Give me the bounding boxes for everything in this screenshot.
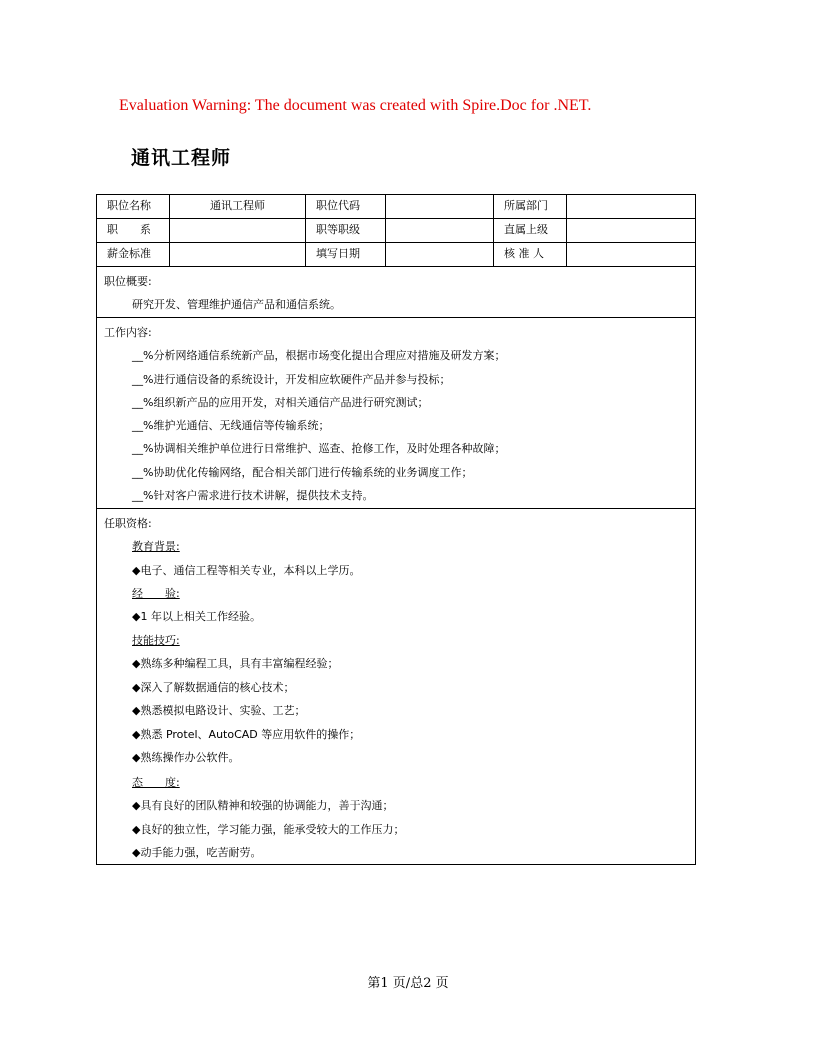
header-cell [386,195,494,218]
qualification-item: ◆深入了解数据通信的核心技术； [132,681,295,694]
qualification-item: ◆1 年以上相关工作经验。 [132,610,261,623]
qualification-item: ◆良好的独立性，学习能力强，能承受较大的工作压力； [132,823,405,836]
qualification-item: ◆具有良好的团队精神和较强的协调能力，善于沟通； [132,799,394,812]
summary-section [97,267,695,318]
qualification-item: ◆熟悉模拟电路设计、实验、工艺； [132,704,306,717]
qualification-item: ◆电子、通信工程等相关专业，本科以上学历。 [132,564,361,577]
header-cell: 职位名称 [97,195,170,218]
header-cell: 所属部门 [494,195,567,218]
header-cell: 通讯工程师 [170,195,306,218]
duties-section [97,318,695,509]
header-cell: 薪金标准 [97,243,170,266]
header-cell [170,243,306,266]
header-cell: 职等职级 [306,219,386,242]
document-title: 通讯工程师 [131,147,232,169]
header-cell: 填写日期 [306,243,386,266]
header-row [97,243,695,267]
qualification-item: ◆熟悉 Protel、AutoCAD 等应用软件的操作； [132,728,361,741]
header-row [97,219,695,243]
attitude-heading: 态 度: [132,776,180,789]
header-cell [386,243,494,266]
duty-item: __%协调相关维护单位进行日常维护、巡查、抢修工作，及时处理各种故障； [132,442,506,455]
header-cell: 直属上级 [494,219,567,242]
header-cell [567,195,695,218]
summary-label: 职位概要: [104,275,152,288]
header-cell [567,219,695,242]
header-cell: 核 准 人 [494,243,567,266]
header-cell: 职位代码 [306,195,386,218]
qualifications-section [97,509,695,864]
job-description-table [96,194,696,865]
header-cell [567,243,695,266]
header-cell [170,219,306,242]
qualifications-label: 任职资格: [104,517,152,530]
duty-item: __%维护光通信、无线通信等传输系统； [132,419,330,432]
page-footer: 第1 页/总2 页 [367,976,449,991]
header-row [97,195,695,219]
duty-item: __%进行通信设备的系统设计，开发相应软硬件产品并参与投标； [132,373,451,386]
qualification-item: ◆动手能力强，吃苦耐劳。 [132,846,262,859]
education-heading: 教育背景: [132,540,180,553]
qualification-item: ◆熟练操作办公软件。 [132,751,240,764]
evaluation-warning: Evaluation Warning: The document was created with Spire.Doc for .NET. [119,97,592,114]
experience-heading: 经 验: [132,587,180,600]
summary-text: 研究开发、管理维护通信产品和通信系统。 [132,298,341,311]
duty-item: __%针对客户需求进行技术讲解，提供技术支持。 [132,489,374,502]
duty-item: __%分析网络通信系统新产品，根据市场变化提出合理应对措施及研发方案； [132,349,506,362]
duties-label: 工作内容: [104,326,152,339]
qualification-item: ◆熟练多种编程工具，具有丰富编程经验； [132,657,339,670]
header-cell: 职 系 [97,219,170,242]
header-cell [386,219,494,242]
skills-heading: 技能技巧: [132,634,180,647]
duty-item: __%组织新产品的应用开发，对相关通信产品进行研究测试； [132,396,429,409]
duty-item: __%协助优化传输网络，配合相关部门进行传输系统的业务调度工作； [132,466,473,479]
